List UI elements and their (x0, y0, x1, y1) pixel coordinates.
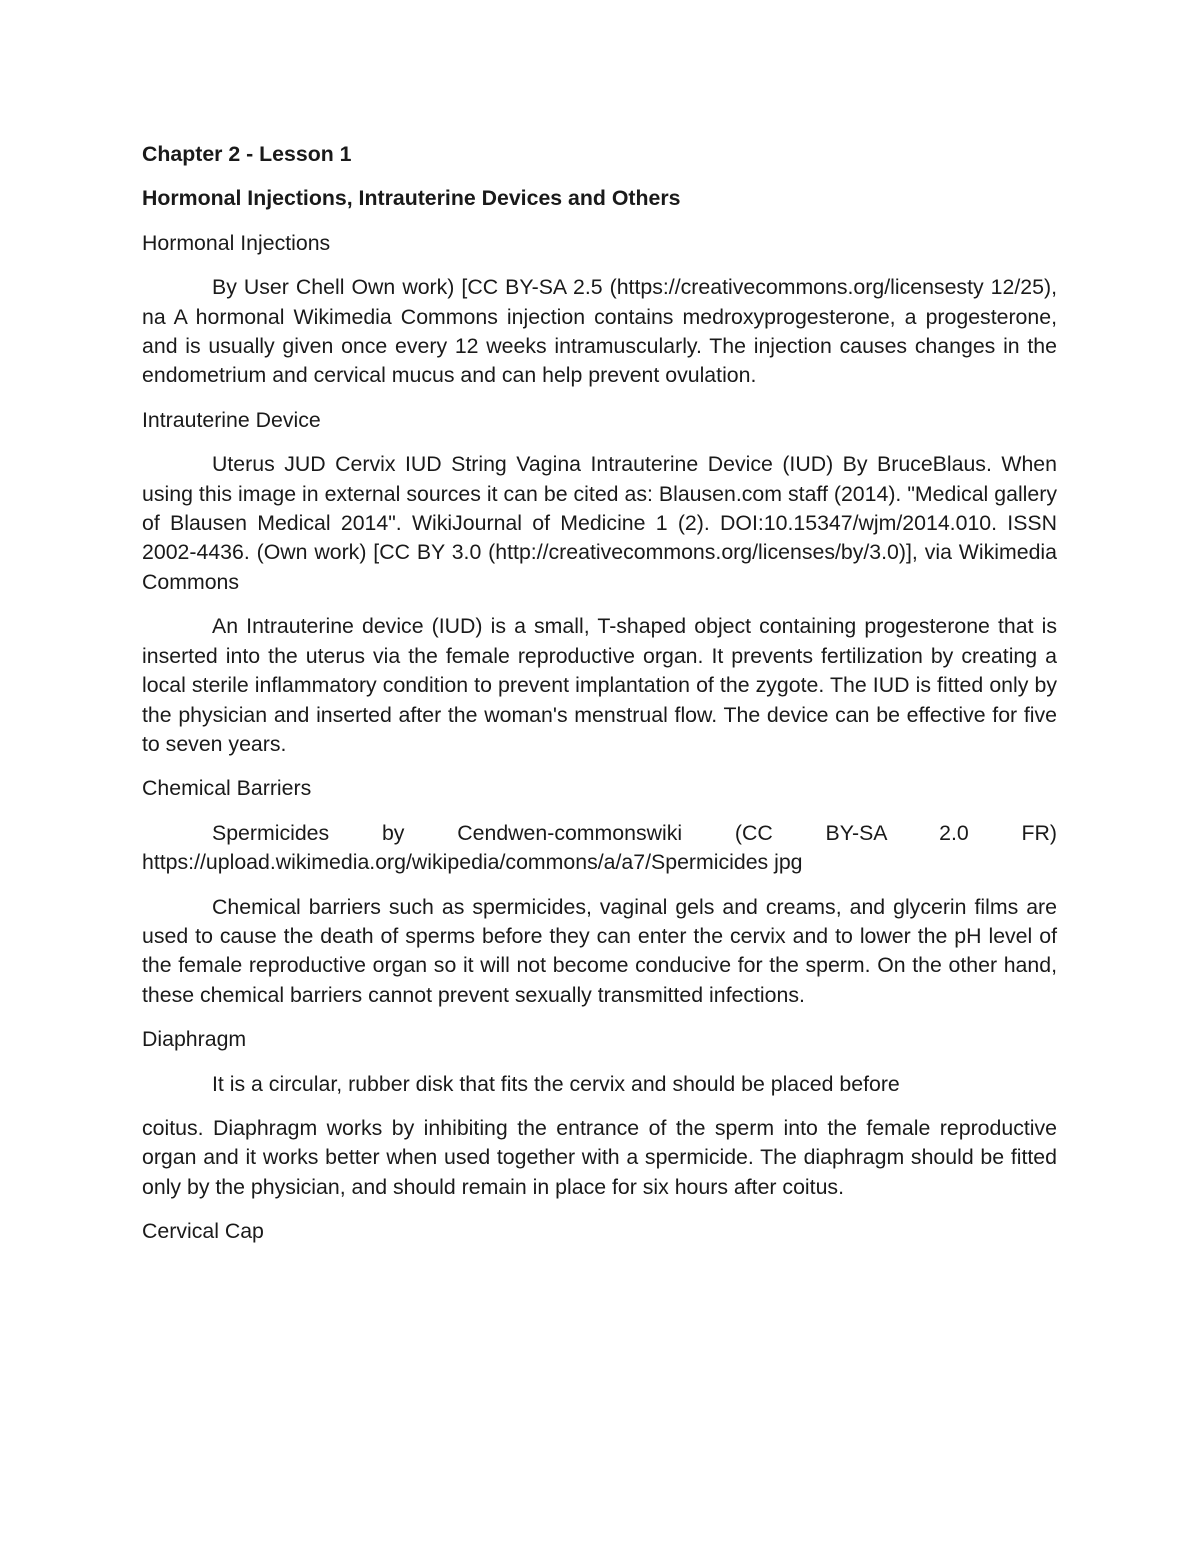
section-title-intrauterine-device: Intrauterine Device (142, 407, 321, 432)
section-title-cervical-cap: Cervical Cap (142, 1219, 264, 1244)
diaphragm-description-paragraph: coitus. Diaphragm works by inhibiting the entrance of the sperm into the female reproductive organ and it works better when used together with a spermicide. The diaphragm should be fitted only by the physician, and should remain in place for six hours after coitus. (142, 1115, 1057, 1199)
section-title-hormonal-injections: Hormonal Injections (142, 230, 331, 255)
hormonal-injections-paragraph: By User Chell Own work) [CC BY-SA 2.5 (https://creativecommons.org/licensesty 12/25), na A hormonal Wikimedia Commons injection contains medroxyprogesterone, a progesterone, and is usually given once every 12 weeks intramuscularly. The injection causes changes in the endometrium and cervical mucus and can help prevent ovulation. (142, 275, 1057, 388)
lesson-title: Hormonal Injections, Intrauterine Devices and Others (142, 186, 681, 211)
iud-credit-paragraph: Uterus JUD Cervix IUD String Vagina Intrauterine Device (IUD) By BruceBlaus. When using this image in external sources it can be cited as: Blausen.com staff (2014). "Medical gallery of Blausen Medical 2014". WikiJournal of Medicine 1 (2). DOI:10.15347/wjm/2014.010. ISSN 2002-4436. (Own work) [CC BY 3.0 (http://creativecommons.org/licenses/by/3.0)], via Wikimedia Commons (142, 452, 1057, 594)
iud-description-paragraph: An Intrauterine device (IUD) is a small, T-shaped object containing progesterone that is inserted into the uterus via the female reproductive organ. It prevents fertilization by creating a local sterile inflammatory condition to prevent implantation of the zygote. The IUD is fitted only by the physician and inserted after the woman's menstrual flow. The device can be effective for five to seven years. (142, 614, 1057, 756)
chemical-description-paragraph: Chemical barriers such as spermicides, vaginal gels and creams, and glycerin films are used to cause the death of sperms before they can enter the cervix and to lower the pH level of the female reproductive organ so it will not become conducive for the sperm. On the other hand, these chemical barriers cannot prevent sexually transmitted infections. (142, 894, 1057, 1007)
section-title-diaphragm: Diaphragm (142, 1027, 247, 1052)
document-body (142, 140, 1057, 1262)
chapter-heading: Chapter 2 - Lesson 1 (142, 142, 352, 166)
section-title-chemical-barriers: Chemical Barriers (142, 776, 312, 801)
chemical-credit-paragraph: Spermicides by Cendwen-commonswiki (CC BY-SA 2.0 FR) https://upload.wikimedia.org/wikipedia/commons/a/a7/Spermicides jpg (142, 820, 1057, 875)
diaphragm-intro-line: It is a circular, rubber disk that fits the cervix and should be placed before (212, 1071, 900, 1096)
